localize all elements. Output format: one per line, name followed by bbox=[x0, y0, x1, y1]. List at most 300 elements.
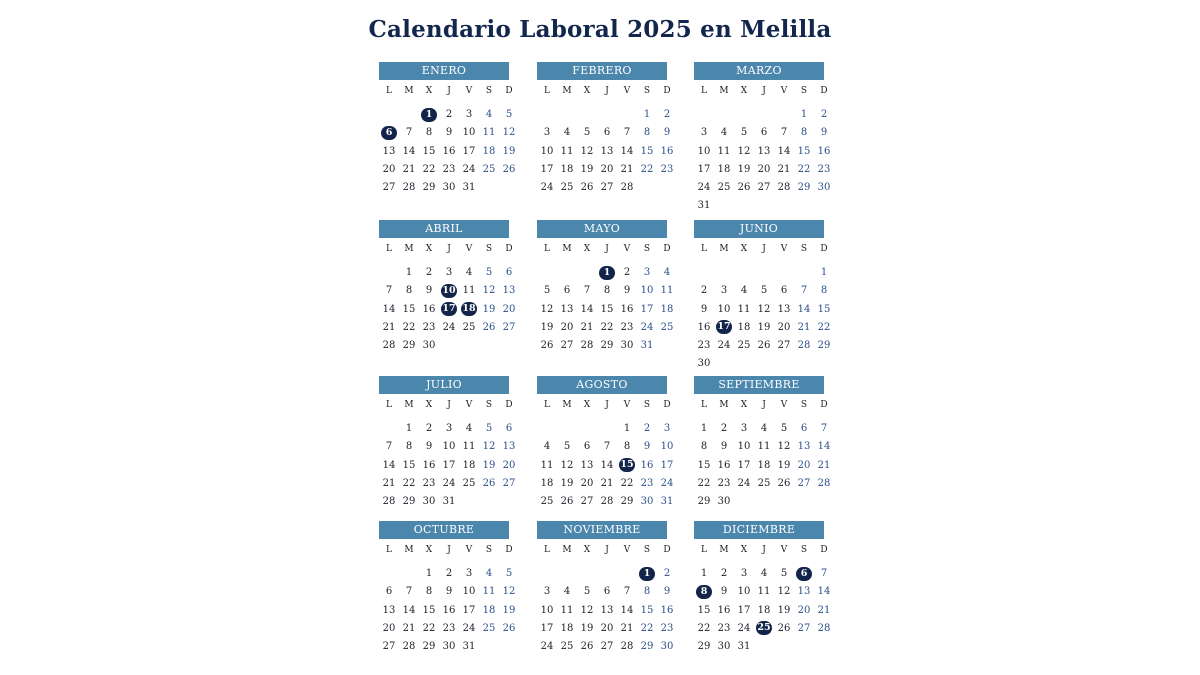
empty-cell bbox=[557, 565, 577, 583]
day-cell: 11 bbox=[482, 586, 496, 598]
empty-cell bbox=[714, 106, 734, 124]
day-cell: 8 bbox=[405, 441, 413, 453]
weekday-label: L bbox=[701, 86, 707, 96]
day-cell: 4 bbox=[563, 127, 571, 139]
day-cell: 29 bbox=[817, 340, 831, 352]
weekday-label: X bbox=[740, 244, 748, 254]
day-cell: 28 bbox=[580, 340, 594, 352]
day-cell: 21 bbox=[580, 321, 594, 333]
day-cell: 5 bbox=[583, 586, 591, 598]
day-cell: 28 bbox=[817, 477, 831, 489]
day-cell: 8 bbox=[643, 586, 651, 598]
day-cell: 5 bbox=[740, 127, 748, 139]
weekday-label: M bbox=[404, 86, 414, 96]
weekday-label: L bbox=[544, 86, 550, 96]
day-cell: 3 bbox=[700, 127, 708, 139]
day-cell: 24 bbox=[540, 641, 554, 653]
day-cell: 23 bbox=[620, 321, 634, 333]
day-cell: 8 bbox=[425, 586, 433, 598]
day-cell: 22 bbox=[600, 321, 614, 333]
day-cell: 7 bbox=[583, 285, 591, 297]
day-cell: 9 bbox=[643, 441, 651, 453]
weekday-label: M bbox=[404, 545, 414, 555]
weekday-label: M bbox=[719, 545, 729, 555]
weekday-label: D bbox=[820, 400, 828, 410]
month-agosto bbox=[537, 376, 677, 511]
day-cell: 29 bbox=[422, 182, 436, 194]
day-cell: 26 bbox=[777, 622, 791, 634]
empty-cell bbox=[794, 264, 814, 282]
day-cell: 5 bbox=[760, 285, 768, 297]
day-cell: 9 bbox=[623, 285, 631, 297]
day-cell: 22 bbox=[402, 477, 416, 489]
month-noviembre bbox=[537, 521, 677, 656]
day-cell: 21 bbox=[817, 604, 831, 616]
holiday-day bbox=[694, 583, 714, 601]
day-cell: 15 bbox=[697, 604, 711, 616]
weekday-label: S bbox=[643, 545, 651, 555]
weekday-label: S bbox=[485, 244, 493, 254]
day-cell: 25 bbox=[462, 477, 476, 489]
day-cell: 24 bbox=[717, 340, 731, 352]
empty-cell bbox=[399, 106, 419, 124]
day-cell: 16 bbox=[640, 459, 654, 471]
day-cell: 7 bbox=[780, 127, 788, 139]
day-cell: 9 bbox=[445, 127, 453, 139]
weekday-label: X bbox=[583, 545, 591, 555]
weekday-label: S bbox=[800, 86, 808, 96]
month-header: ABRIL bbox=[379, 220, 509, 238]
day-cell: 20 bbox=[777, 321, 791, 333]
day-cell: 29 bbox=[640, 641, 654, 653]
holiday-day bbox=[714, 319, 734, 337]
day-cell: 25 bbox=[560, 182, 574, 194]
day-cell: 1 bbox=[405, 423, 413, 434]
holiday-day bbox=[597, 264, 617, 282]
empty-cell bbox=[379, 420, 399, 438]
empty-cell bbox=[774, 106, 794, 124]
day-cell: 26 bbox=[777, 477, 791, 489]
day-cell: 9 bbox=[663, 586, 671, 598]
day-cell: 3 bbox=[663, 423, 671, 434]
day-cell: 24 bbox=[462, 163, 476, 175]
weekday-label: X bbox=[583, 244, 591, 254]
day-cell: 26 bbox=[560, 496, 574, 508]
day-cell: 25 bbox=[660, 321, 674, 333]
holiday-day bbox=[754, 620, 774, 638]
day-cell: 25 bbox=[717, 182, 731, 194]
day-cell: 24 bbox=[640, 321, 654, 333]
day-cell: 7 bbox=[820, 568, 828, 579]
day-cell: 6 bbox=[603, 127, 611, 139]
day-cell: 4 bbox=[485, 109, 493, 120]
day-cell: 20 bbox=[797, 459, 811, 471]
day-cell: 10 bbox=[660, 441, 674, 453]
day-cell: 26 bbox=[502, 622, 516, 634]
day-cell: 6 bbox=[505, 423, 513, 434]
day-cell: 6 bbox=[505, 267, 513, 278]
day-cell: 30 bbox=[442, 182, 456, 194]
day-cell: 30 bbox=[442, 641, 456, 653]
weekday-label: M bbox=[562, 244, 572, 254]
weekday-label: L bbox=[701, 545, 707, 555]
weekday-label: S bbox=[643, 86, 651, 96]
month-header: SEPTIEMBRE bbox=[694, 376, 824, 394]
weekday-label: J bbox=[762, 545, 766, 555]
day-cell: 3 bbox=[740, 423, 748, 434]
weekday-label: V bbox=[780, 244, 788, 254]
day-cell: 20 bbox=[600, 163, 614, 175]
holiday-marker: 15 bbox=[620, 459, 634, 471]
day-cell: 11 bbox=[560, 145, 574, 157]
holiday-marker: 10 bbox=[442, 284, 456, 296]
weekday-label: L bbox=[386, 86, 392, 96]
day-cell: 22 bbox=[697, 622, 711, 634]
day-cell: 7 bbox=[405, 127, 413, 139]
weekday-label: M bbox=[404, 400, 414, 410]
weekday-label: X bbox=[425, 86, 433, 96]
day-cell: 13 bbox=[580, 459, 594, 471]
day-cell: 12 bbox=[502, 127, 516, 139]
weekday-label: D bbox=[663, 545, 671, 555]
day-cell: 1 bbox=[700, 423, 708, 434]
day-cell: 23 bbox=[660, 163, 674, 175]
day-cell: 26 bbox=[482, 321, 496, 333]
day-cell: 8 bbox=[820, 285, 828, 297]
empty-cell bbox=[537, 420, 557, 438]
day-cell: 6 bbox=[563, 285, 571, 297]
weekday-label: X bbox=[740, 545, 748, 555]
weekday-label: V bbox=[465, 545, 473, 555]
day-cell: 4 bbox=[760, 568, 768, 579]
day-cell: 27 bbox=[797, 477, 811, 489]
month-abril bbox=[379, 220, 519, 355]
day-cell: 27 bbox=[797, 622, 811, 634]
day-cell: 2 bbox=[425, 423, 433, 434]
weekday-label: J bbox=[447, 400, 451, 410]
month-julio bbox=[379, 376, 519, 511]
day-cell: 29 bbox=[797, 182, 811, 194]
day-cell: 3 bbox=[740, 568, 748, 579]
day-cell: 29 bbox=[620, 496, 634, 508]
holiday-marker: 17 bbox=[442, 303, 456, 315]
weekday-label: S bbox=[800, 545, 808, 555]
day-cell: 27 bbox=[580, 496, 594, 508]
day-cell: 14 bbox=[402, 604, 416, 616]
empty-cell bbox=[694, 106, 714, 124]
weekday-label: S bbox=[800, 400, 808, 410]
day-cell: 20 bbox=[757, 163, 771, 175]
day-cell: 6 bbox=[583, 441, 591, 453]
day-cell: 17 bbox=[640, 303, 654, 315]
day-cell: 16 bbox=[717, 604, 731, 616]
month-header: JULIO bbox=[379, 376, 509, 394]
empty-cell bbox=[597, 106, 617, 124]
day-cell: 4 bbox=[485, 568, 493, 579]
day-cell: 15 bbox=[640, 604, 654, 616]
day-cell: 10 bbox=[540, 145, 554, 157]
day-cell: 20 bbox=[560, 321, 574, 333]
day-cell: 2 bbox=[720, 423, 728, 434]
day-cell: 8 bbox=[405, 285, 413, 297]
day-cell: 20 bbox=[502, 303, 516, 315]
weekday-label: L bbox=[386, 545, 392, 555]
day-cell: 14 bbox=[382, 303, 396, 315]
day-cell: 19 bbox=[580, 622, 594, 634]
day-cell: 17 bbox=[540, 163, 554, 175]
day-cell: 4 bbox=[760, 423, 768, 434]
day-cell: 12 bbox=[777, 441, 791, 453]
holiday-marker: 6 bbox=[796, 567, 812, 581]
day-cell: 13 bbox=[600, 604, 614, 616]
day-cell: 10 bbox=[442, 441, 456, 453]
month-grid bbox=[379, 240, 519, 355]
holiday-day bbox=[439, 301, 459, 319]
month-grid bbox=[379, 82, 519, 197]
month-octubre bbox=[379, 521, 519, 656]
day-cell: 8 bbox=[425, 127, 433, 139]
day-cell: 21 bbox=[620, 163, 634, 175]
holiday-marker: 8 bbox=[696, 585, 712, 599]
day-cell: 24 bbox=[540, 182, 554, 194]
day-cell: 21 bbox=[600, 477, 614, 489]
day-cell: 5 bbox=[563, 441, 571, 453]
day-cell: 17 bbox=[462, 145, 476, 157]
day-cell: 11 bbox=[717, 145, 731, 157]
day-cell: 15 bbox=[697, 459, 711, 471]
month-grid bbox=[694, 396, 834, 511]
day-cell: 7 bbox=[385, 441, 393, 453]
weekday-label: L bbox=[386, 244, 392, 254]
day-cell: 28 bbox=[620, 182, 634, 194]
day-cell: 18 bbox=[560, 622, 574, 634]
day-cell: 17 bbox=[540, 622, 554, 634]
day-cell: 6 bbox=[800, 423, 808, 434]
weekday-label: X bbox=[583, 400, 591, 410]
day-cell: 6 bbox=[780, 285, 788, 297]
day-cell: 30 bbox=[422, 496, 436, 508]
weekday-label: X bbox=[740, 400, 748, 410]
day-cell: 10 bbox=[717, 303, 731, 315]
day-cell: 19 bbox=[482, 459, 496, 471]
day-cell: 29 bbox=[697, 641, 711, 653]
day-cell: 4 bbox=[543, 441, 551, 453]
weekday-label: V bbox=[465, 86, 473, 96]
day-cell: 21 bbox=[382, 321, 396, 333]
empty-cell bbox=[557, 106, 577, 124]
weekday-label: M bbox=[562, 86, 572, 96]
empty-cell bbox=[577, 420, 597, 438]
month-header: OCTUBRE bbox=[379, 521, 509, 539]
day-cell: 11 bbox=[462, 285, 476, 297]
empty-cell bbox=[714, 264, 734, 282]
day-cell: 19 bbox=[482, 303, 496, 315]
holiday-marker: 17 bbox=[717, 321, 731, 333]
day-cell: 26 bbox=[580, 182, 594, 194]
weekday-label: X bbox=[425, 244, 433, 254]
holiday-day bbox=[439, 282, 459, 300]
day-cell: 27 bbox=[382, 182, 396, 194]
day-cell: 16 bbox=[620, 303, 634, 315]
empty-cell bbox=[597, 420, 617, 438]
empty-cell bbox=[537, 264, 557, 282]
day-cell: 4 bbox=[465, 267, 473, 278]
weekday-label: S bbox=[485, 545, 493, 555]
day-cell: 10 bbox=[540, 604, 554, 616]
weekday-label: X bbox=[425, 545, 433, 555]
day-cell: 26 bbox=[737, 182, 751, 194]
weekday-label: D bbox=[505, 244, 513, 254]
day-cell: 15 bbox=[817, 303, 831, 315]
day-cell: 5 bbox=[505, 109, 513, 120]
day-cell: 23 bbox=[422, 477, 436, 489]
weekday-label: V bbox=[465, 244, 473, 254]
empty-cell bbox=[399, 565, 419, 583]
weekday-label: S bbox=[485, 400, 493, 410]
day-cell: 26 bbox=[540, 340, 554, 352]
empty-cell bbox=[617, 106, 637, 124]
month-mayo bbox=[537, 220, 677, 355]
day-cell: 16 bbox=[660, 604, 674, 616]
day-cell: 9 bbox=[663, 127, 671, 139]
weekday-label: L bbox=[701, 400, 707, 410]
day-cell: 31 bbox=[462, 641, 476, 653]
day-cell: 2 bbox=[445, 109, 453, 120]
day-cell: 27 bbox=[502, 321, 516, 333]
day-cell: 11 bbox=[482, 127, 496, 139]
day-cell: 15 bbox=[402, 459, 416, 471]
weekday-label: M bbox=[719, 244, 729, 254]
day-cell: 14 bbox=[600, 459, 614, 471]
day-cell: 14 bbox=[382, 459, 396, 471]
day-cell: 22 bbox=[402, 321, 416, 333]
month-septiembre bbox=[694, 376, 834, 511]
day-cell: 21 bbox=[402, 163, 416, 175]
day-cell: 11 bbox=[660, 285, 674, 297]
day-cell: 13 bbox=[777, 303, 791, 315]
day-cell: 14 bbox=[777, 145, 791, 157]
day-cell: 14 bbox=[817, 441, 831, 453]
day-cell: 31 bbox=[697, 200, 711, 212]
month-enero bbox=[379, 62, 519, 197]
day-cell: 27 bbox=[600, 182, 614, 194]
day-cell: 3 bbox=[465, 568, 473, 579]
day-cell: 14 bbox=[402, 145, 416, 157]
day-cell: 30 bbox=[717, 641, 731, 653]
day-cell: 14 bbox=[797, 303, 811, 315]
day-cell: 11 bbox=[737, 303, 751, 315]
day-cell: 11 bbox=[540, 459, 554, 471]
day-cell: 30 bbox=[817, 182, 831, 194]
weekday-label: V bbox=[623, 400, 631, 410]
day-cell: 9 bbox=[720, 441, 728, 453]
day-cell: 21 bbox=[797, 321, 811, 333]
day-cell: 14 bbox=[580, 303, 594, 315]
day-cell: 7 bbox=[623, 127, 631, 139]
day-cell: 20 bbox=[382, 622, 396, 634]
day-cell: 18 bbox=[660, 303, 674, 315]
day-cell: 7 bbox=[623, 586, 631, 598]
day-cell: 19 bbox=[737, 163, 751, 175]
day-cell: 11 bbox=[757, 441, 771, 453]
day-cell: 3 bbox=[445, 423, 453, 434]
day-cell: 2 bbox=[643, 423, 651, 434]
empty-cell bbox=[597, 565, 617, 583]
day-cell: 8 bbox=[603, 285, 611, 297]
empty-cell bbox=[379, 264, 399, 282]
day-cell: 17 bbox=[462, 604, 476, 616]
weekday-label: V bbox=[623, 244, 631, 254]
day-cell: 29 bbox=[600, 340, 614, 352]
month-header: NOVIEMBRE bbox=[537, 521, 667, 539]
day-cell: 24 bbox=[442, 477, 456, 489]
page-title: Calendario Laboral 2025 en Melilla bbox=[368, 16, 832, 43]
day-cell: 6 bbox=[603, 586, 611, 598]
weekday-label: V bbox=[465, 400, 473, 410]
weekday-label: J bbox=[447, 545, 451, 555]
day-cell: 2 bbox=[445, 568, 453, 579]
day-cell: 15 bbox=[402, 303, 416, 315]
weekday-label: M bbox=[562, 545, 572, 555]
day-cell: 5 bbox=[583, 127, 591, 139]
day-cell: 14 bbox=[620, 145, 634, 157]
day-cell: 25 bbox=[540, 496, 554, 508]
empty-cell bbox=[734, 264, 754, 282]
day-cell: 31 bbox=[737, 641, 751, 653]
day-cell: 10 bbox=[737, 586, 751, 598]
day-cell: 24 bbox=[442, 321, 456, 333]
day-cell: 15 bbox=[640, 145, 654, 157]
weekday-label: V bbox=[780, 545, 788, 555]
day-cell: 25 bbox=[757, 477, 771, 489]
day-cell: 18 bbox=[560, 163, 574, 175]
day-cell: 31 bbox=[640, 340, 654, 352]
day-cell: 28 bbox=[402, 641, 416, 653]
day-cell: 12 bbox=[580, 604, 594, 616]
day-cell: 22 bbox=[422, 163, 436, 175]
day-cell: 10 bbox=[640, 285, 654, 297]
weekday-label: V bbox=[780, 86, 788, 96]
empty-cell bbox=[379, 106, 399, 124]
day-cell: 18 bbox=[540, 477, 554, 489]
empty-cell bbox=[694, 264, 714, 282]
month-grid bbox=[379, 396, 519, 511]
day-cell: 22 bbox=[620, 477, 634, 489]
day-cell: 23 bbox=[442, 163, 456, 175]
day-cell: 28 bbox=[620, 641, 634, 653]
weekday-label: L bbox=[544, 400, 550, 410]
month-grid bbox=[379, 541, 519, 656]
weekday-label: M bbox=[562, 400, 572, 410]
day-cell: 1 bbox=[700, 568, 708, 579]
holiday-day bbox=[637, 565, 657, 583]
day-cell: 22 bbox=[797, 163, 811, 175]
day-cell: 16 bbox=[442, 604, 456, 616]
day-cell: 10 bbox=[462, 127, 476, 139]
day-cell: 12 bbox=[560, 459, 574, 471]
day-cell: 5 bbox=[780, 568, 788, 579]
day-cell: 31 bbox=[660, 496, 674, 508]
day-cell: 29 bbox=[402, 340, 416, 352]
day-cell: 1 bbox=[820, 267, 828, 278]
day-cell: 26 bbox=[580, 641, 594, 653]
day-cell: 24 bbox=[660, 477, 674, 489]
day-cell: 7 bbox=[820, 423, 828, 434]
empty-cell bbox=[774, 264, 794, 282]
day-cell: 1 bbox=[405, 267, 413, 278]
day-cell: 2 bbox=[820, 109, 828, 120]
weekday-label: J bbox=[447, 244, 451, 254]
